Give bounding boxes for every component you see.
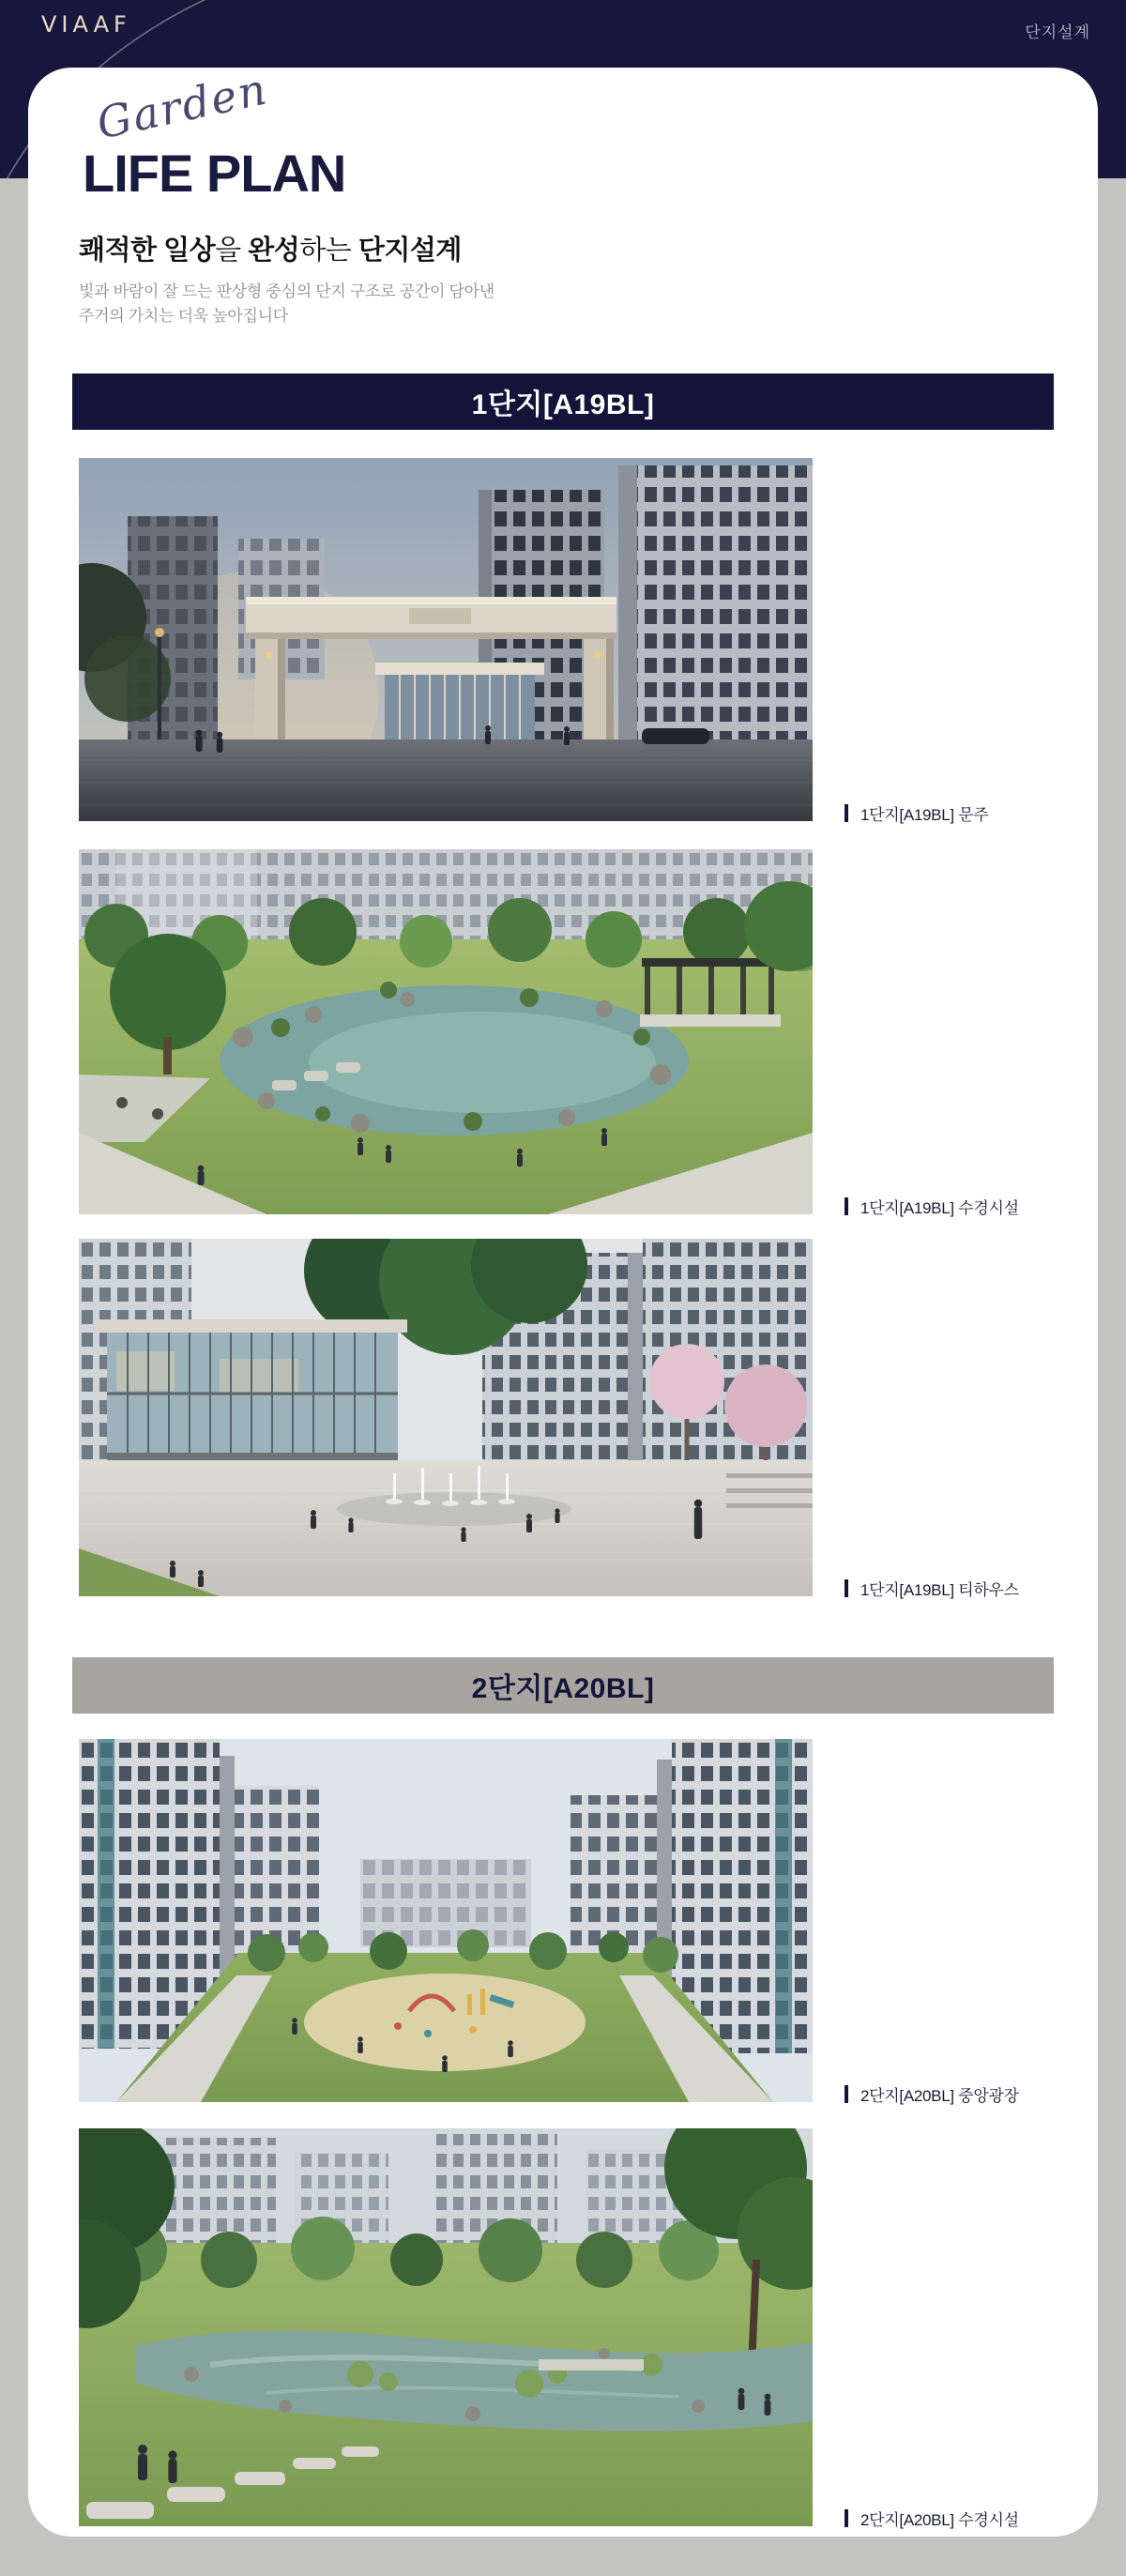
page-description: 빛과 바람이 잘 드는 판상형 중심의 단지 구조로 공간이 담아낸 주거의 가치는 더욱 높아집니다 xyxy=(79,282,495,325)
render-image-tea-house xyxy=(79,1239,813,1596)
render-image-water-garden-1 xyxy=(79,849,813,1214)
figure-water-garden-1 xyxy=(28,849,1098,1217)
caption-text: 1단지[A19BL] 티하우스 xyxy=(860,1581,1019,1599)
water-garden-illustration xyxy=(79,849,813,1214)
image-caption-water-garden-2 xyxy=(844,2507,1019,2530)
header-page-label: 단지설계 xyxy=(1025,23,1090,41)
caption-bar-icon xyxy=(844,2509,848,2527)
figure-water-garden-2 xyxy=(28,2128,1098,2529)
section-banner-complex1: 1단지[A19BL] xyxy=(72,373,1054,430)
caption-bar-icon xyxy=(844,804,848,822)
render-image-central-plaza xyxy=(79,1739,813,2102)
figure-entrance-gate xyxy=(28,458,1098,824)
entrance-gate-illustration xyxy=(79,458,813,821)
caption-bar-icon xyxy=(844,1579,848,1597)
render-image-entrance-gate xyxy=(79,458,813,821)
caption-text: 1단지[A19BL] 수경시설 xyxy=(860,1199,1019,1217)
central-plaza-illustration xyxy=(79,1739,813,2102)
figure-central-plaza xyxy=(28,1739,1098,2105)
image-caption-tea-house xyxy=(844,1577,1019,1600)
tea-house-illustration xyxy=(79,1239,813,1596)
hero-section xyxy=(28,63,1098,373)
image-caption-entrance-gate xyxy=(844,801,988,825)
caption-text: 1단지[A19BL] 문주 xyxy=(860,806,989,824)
stream-garden-illustration xyxy=(79,2128,813,2526)
caption-bar-icon xyxy=(844,1197,848,1215)
section-banner-complex2: 2단지[A20BL] xyxy=(72,1657,1054,1714)
page-title: LIFE PLAN xyxy=(83,144,346,203)
render-image-water-garden-2 xyxy=(79,2128,813,2526)
caption-bar-icon xyxy=(844,2085,848,2103)
image-caption-water-garden-1 xyxy=(844,1195,1019,1218)
garden-script-text: Garden xyxy=(92,63,273,149)
content-card xyxy=(28,63,1098,2537)
image-caption-central-plaza xyxy=(844,2082,1019,2106)
caption-text: 2단지[A20BL] 중앙광장 xyxy=(860,2087,1019,2105)
figure-tea-house xyxy=(28,1239,1098,1599)
caption-text: 2단지[A20BL] 수경시설 xyxy=(860,2511,1019,2529)
page-subtitle: 쾌적한 일상을 완성하는 단지설계 xyxy=(79,236,462,266)
brand-logo[interactable]: VIAAF xyxy=(41,11,131,38)
